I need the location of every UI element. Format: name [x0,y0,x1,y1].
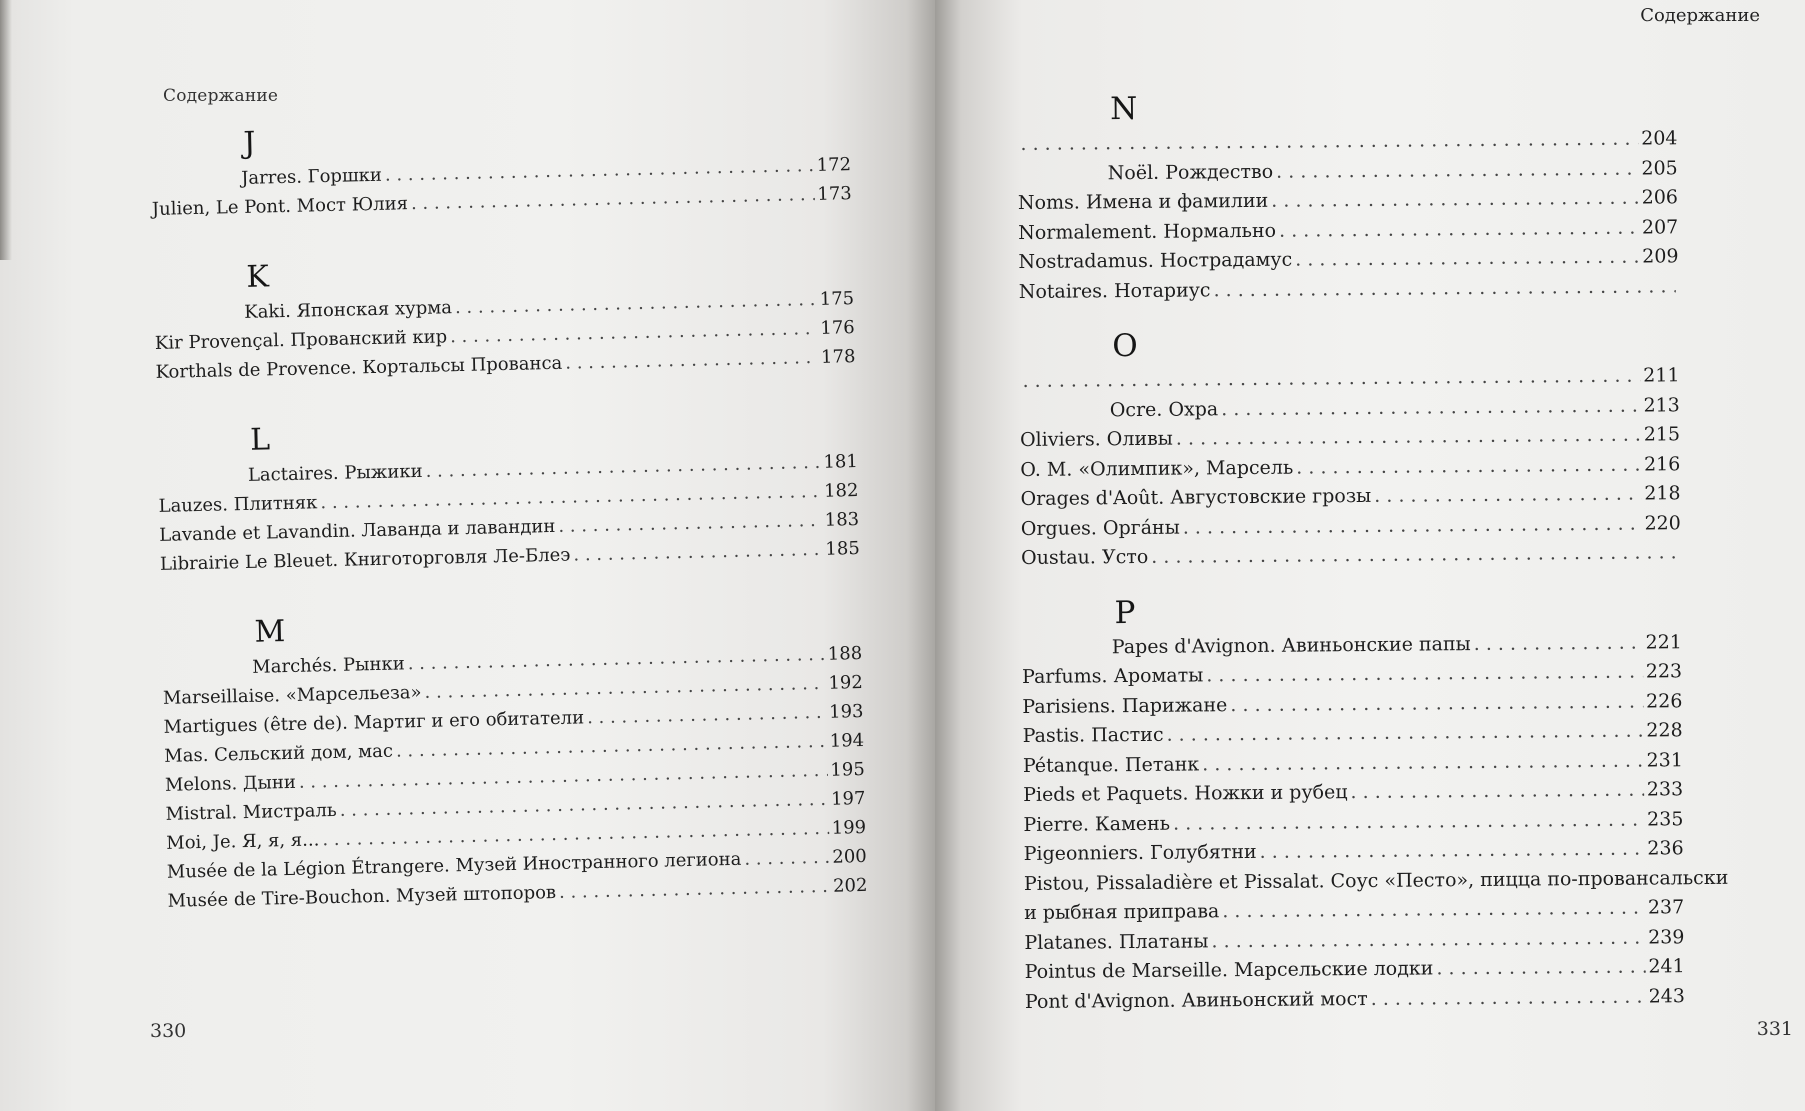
entry-page-number: 231 [1646,748,1683,772]
dot-leader [1374,480,1641,512]
entry-title: Marseillaise. «Марсельеза» [162,681,422,709]
entry-page-number: 200 [832,845,867,868]
section-letter: M [254,614,286,650]
entry-page-number: 205 [1641,156,1678,180]
entry-page-number: 220 [1644,511,1681,535]
entry-page-number: 213 [1643,393,1680,417]
entry-title: Notaires. Нотариус [1018,278,1211,303]
entry-page-number: 188 [827,642,863,665]
entry-title: Kaki. Японская хурма [244,297,453,323]
toc-section-n [1017,84,1679,307]
entry-page-number: 226 [1645,689,1683,713]
entry-page-number: 182 [823,480,859,502]
entry-title: Melons. Дыни [164,771,297,796]
entry-page-number: 175 [819,288,855,310]
entry-title: Jarres. Горшки [240,164,383,189]
entry-title: Noël. Рождество [1107,160,1274,184]
entry-page-number: 211 [1643,364,1680,387]
entry-page-number: 241 [1648,955,1685,978]
dot-leader [1295,243,1639,276]
entry-title: Noms. Имена и фамилии [1017,189,1269,214]
entry-title: Mistral. Мистраль [165,799,337,825]
entry-page-number: 172 [816,154,852,176]
entry-page-number: 173 [817,183,852,205]
page-number-right: 331 [1756,1018,1793,1040]
entry-page-number: 193 [828,700,864,723]
entry-page-number: 206 [1641,186,1679,209]
dot-leader [1202,746,1644,779]
toc-section-m [161,599,868,916]
entry-title: Parfums. Ароматы [1022,664,1204,688]
entry-title: и рыбная приправа [1024,900,1220,924]
dot-leader [1173,805,1644,839]
dot-leader [1221,391,1641,424]
dot-leader [573,535,823,570]
entry-title: Pastis. Пастис [1022,723,1164,747]
entry-title: Pétanque. Петанк [1022,752,1200,777]
dot-leader [1183,509,1642,543]
entry-title: Orgues. Орга́ны [1020,516,1180,540]
entry-page-number: 218 [1644,482,1681,505]
entry-title: Musée de Tire-Bouchon. Музей штопоров [167,881,557,912]
entry-page-number: 176 [820,317,855,339]
entry-title: Pigeonniers. Голубятни [1023,840,1257,865]
entry-page-number: 197 [830,787,866,810]
toc-left [150,110,868,916]
dot-leader [1230,687,1643,720]
entry-page-number: 181 [823,451,859,473]
toc-entry [1019,272,1679,307]
dot-leader [1296,450,1641,483]
entry-page-number: 215 [1643,423,1681,446]
entry-title: Oustau. Усто [1020,545,1149,569]
entry-page-number: 207 [1641,215,1679,239]
entry-title: Pieds et Paquets. Ножки и рубец [1023,781,1348,806]
entry-page-number: 216 [1643,452,1681,476]
entry-page-number: 199 [831,816,867,839]
entry-title: Mas. Сельский дом, мас [164,740,394,767]
entry-title: Martigues (être de). Мартиг и его обитатели [163,707,585,738]
entry-title: Nostradamus. Нострадамус [1018,248,1293,273]
entry-title: Orages d'Août. Августовские грозы [1020,484,1372,510]
entry-title: Pistou, Pissaladière et Pissalat. Соус «Песто», пицца по-провансальски [1023,866,1729,895]
section-letter: J [243,125,256,161]
dot-leader [1350,776,1644,808]
entry-page-number: 228 [1646,719,1683,742]
entry-title: Lactaires. Рыжики [247,460,423,486]
page-curl-shadow [0,0,12,260]
page-number-left: 330 [150,1020,187,1042]
toc-section-p [1021,588,1729,1017]
entry-title: Marchés. Рынки [252,653,405,678]
entry-title: Kir Provençal. Прованский кир [154,326,448,354]
dot-leader [1151,538,1678,572]
dot-leader [1166,717,1643,751]
entry-title: Papes d'Avignon. Авиньонские папы [1111,632,1471,658]
entry-page-number: 243 [1648,984,1686,1008]
dot-leader [1436,953,1645,984]
entry-page-number: 239 [1648,925,1685,949]
toc-section-j [150,110,852,224]
toc-section-l [157,407,860,579]
entry-page-number: 192 [828,671,864,694]
entry-page-number: 195 [830,758,866,781]
toc-section-o [1019,321,1681,573]
entry-page-number: 236 [1647,837,1684,860]
entry-page-number: 185 [825,538,861,560]
dot-leader [1276,154,1639,187]
entry-title: Normalement. Нормально [1018,219,1277,244]
entry-page-number: 223 [1645,660,1683,683]
toc-entry [1021,538,1681,573]
section-letter: P [1114,594,1136,631]
section-letter: O [1112,327,1138,365]
toc-section-k [153,244,856,387]
entry-title: Parisiens. Парижане [1022,693,1228,718]
entry-title: Pointus de Marseille. Марсельские лодки [1024,957,1434,983]
entry-page-number: 209 [1642,245,1679,268]
toc-right [1017,84,1729,1017]
section-letter: L [249,422,271,458]
entry-page-number: 183 [824,509,860,531]
entry-title: O. M. «Олимпик», Марсель [1020,456,1294,481]
dot-leader [1213,272,1675,306]
entry-title: Musée de la Légion Étrangere. Музей Иностранного легиона [166,848,742,883]
section-letter: N [1110,90,1138,128]
entry-title: Julien, Le Pont. Мост Юлия [151,193,409,220]
entry-title: Platanes. Платаны [1024,929,1209,954]
entry-page-number: 202 [832,874,868,897]
entry-page-number: 221 [1645,630,1682,654]
running-header-left: Содержание [163,86,279,106]
entry-page-number: 235 [1647,807,1684,831]
toc-entry [1025,982,1685,1017]
entry-title: Ocre. Охра [1109,397,1219,421]
dot-leader [1279,213,1639,246]
dot-leader [1271,184,1639,217]
entry-page-number: 237 [1647,896,1685,919]
right-page [935,0,1805,1111]
dot-leader [744,843,830,874]
entry-title: Pont d'Avignon. Авиньонский мост [1024,987,1368,1013]
section-letter: K [246,259,270,295]
dot-leader [1222,894,1645,927]
dot-leader [559,872,831,907]
dot-leader [1176,421,1641,455]
dot-leader [1259,835,1644,868]
entry-title: Moi, Je. Я, я, я... [166,829,320,854]
dot-leader [565,343,818,378]
entry-page-number: 178 [820,346,856,368]
entry-title: Pierre. Камень [1023,812,1171,836]
dot-leader [1211,923,1645,956]
entry-title: Oliviers. Оливы [1019,427,1173,451]
dot-leader [1371,982,1646,1014]
entry-page-number: 233 [1646,778,1684,801]
entry-page-number: 204 [1641,127,1678,150]
entry-page-number: 194 [829,729,865,752]
running-header-right: Содержание [1640,5,1760,26]
dot-leader [1474,628,1643,659]
entry-title: Librairie Le Bleuet. Книготорговля Ле-Блеэ [159,544,571,575]
entry-title: Lavande et Lavandin. Лаванда и лавандин [159,515,556,546]
entry-title: Lauzes. Плитняк [158,492,318,517]
dot-leader [1206,658,1643,691]
entry-title: Korthals de Provence. Кортальсы Прованса [155,352,563,383]
